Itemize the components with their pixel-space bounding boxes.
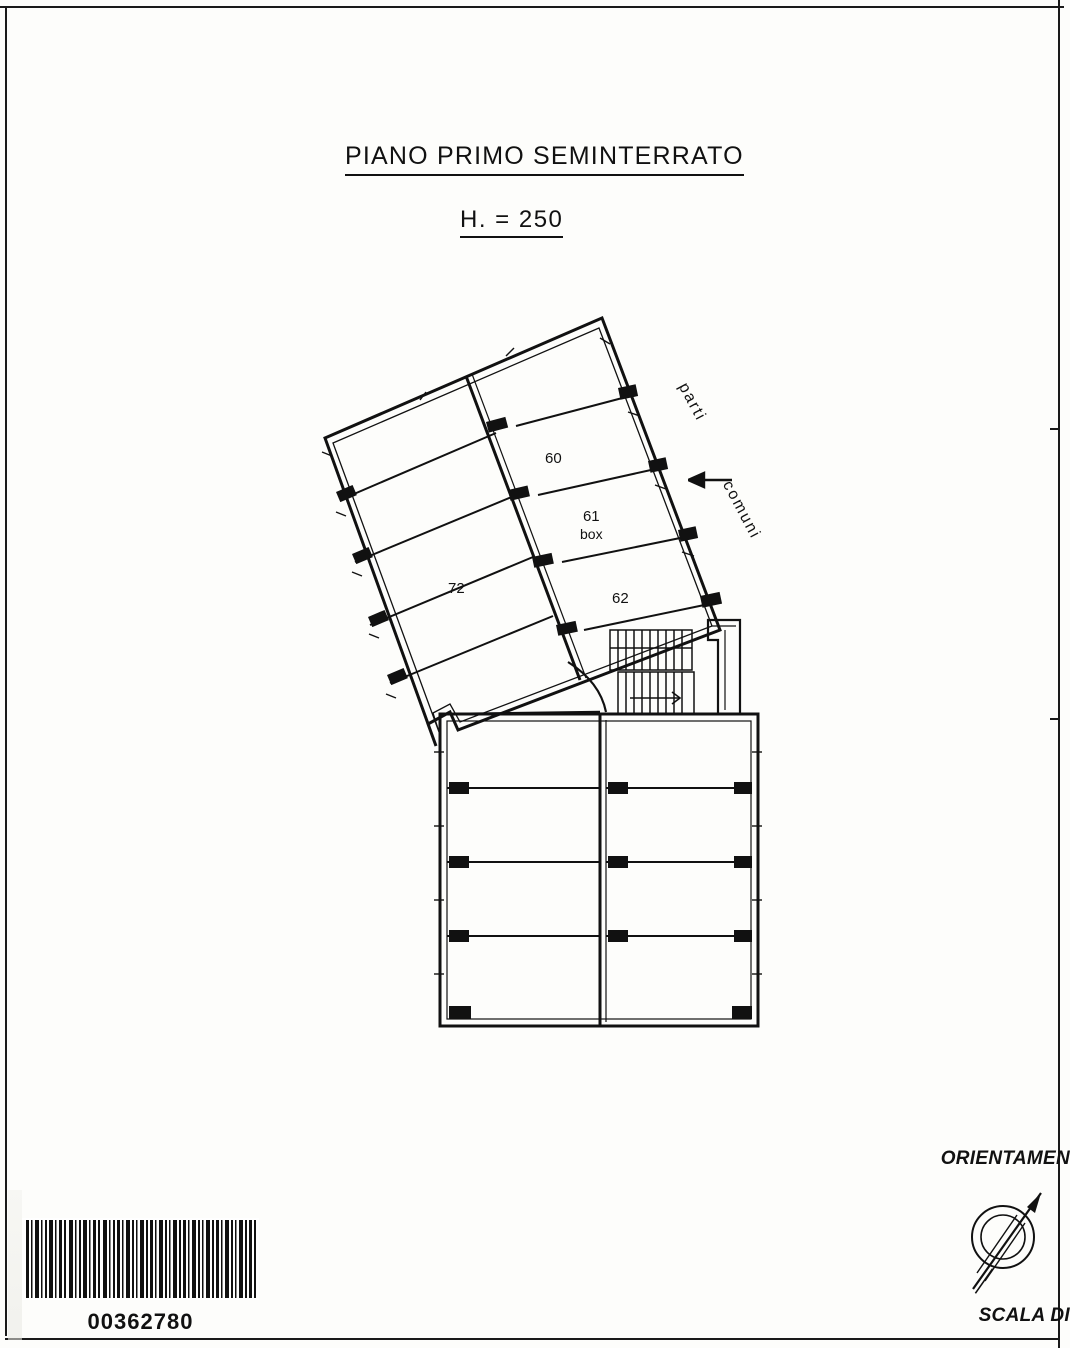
scan-border-left [5, 6, 7, 1336]
orientation-label: ORIENTAMEN [940, 1148, 1070, 1169]
annotation-comuni: comuni [718, 478, 764, 543]
room-label-60 [545, 450, 562, 467]
room-label-61-text: 61 [582, 508, 600, 525]
scan-noise [8, 1190, 22, 1340]
page-title: PIANO PRIMO SEMINTERRATO [345, 142, 744, 176]
scan-border-bottom [5, 1338, 1060, 1340]
compass-rose-icon [955, 1185, 1070, 1300]
margin-tick [1050, 428, 1060, 430]
room-label-60-text: 60 [545, 450, 562, 467]
room-label-61 [580, 508, 603, 542]
room-label-62-text: 62 [612, 590, 629, 607]
page-subtitle: H. = 250 [460, 206, 563, 238]
barcode-block [22, 1218, 259, 1336]
room-label-62 [612, 590, 629, 607]
room-label-61-sub: box [580, 526, 603, 542]
scale-label: SCALA DI [978, 1305, 1070, 1326]
arrow-left-icon [688, 466, 734, 494]
margin-tick [1050, 718, 1060, 720]
scan-border-right [1058, 0, 1060, 1348]
barcode-icon [22, 1218, 259, 1300]
floor-plan-drawing [300, 300, 820, 1060]
annotation-parti: parti [674, 380, 710, 425]
room-label-72 [448, 580, 465, 597]
barcode-number: 00362780 [87, 1309, 194, 1334]
scan-border-top [0, 6, 1064, 8]
room-label-72-text: 72 [448, 580, 465, 597]
